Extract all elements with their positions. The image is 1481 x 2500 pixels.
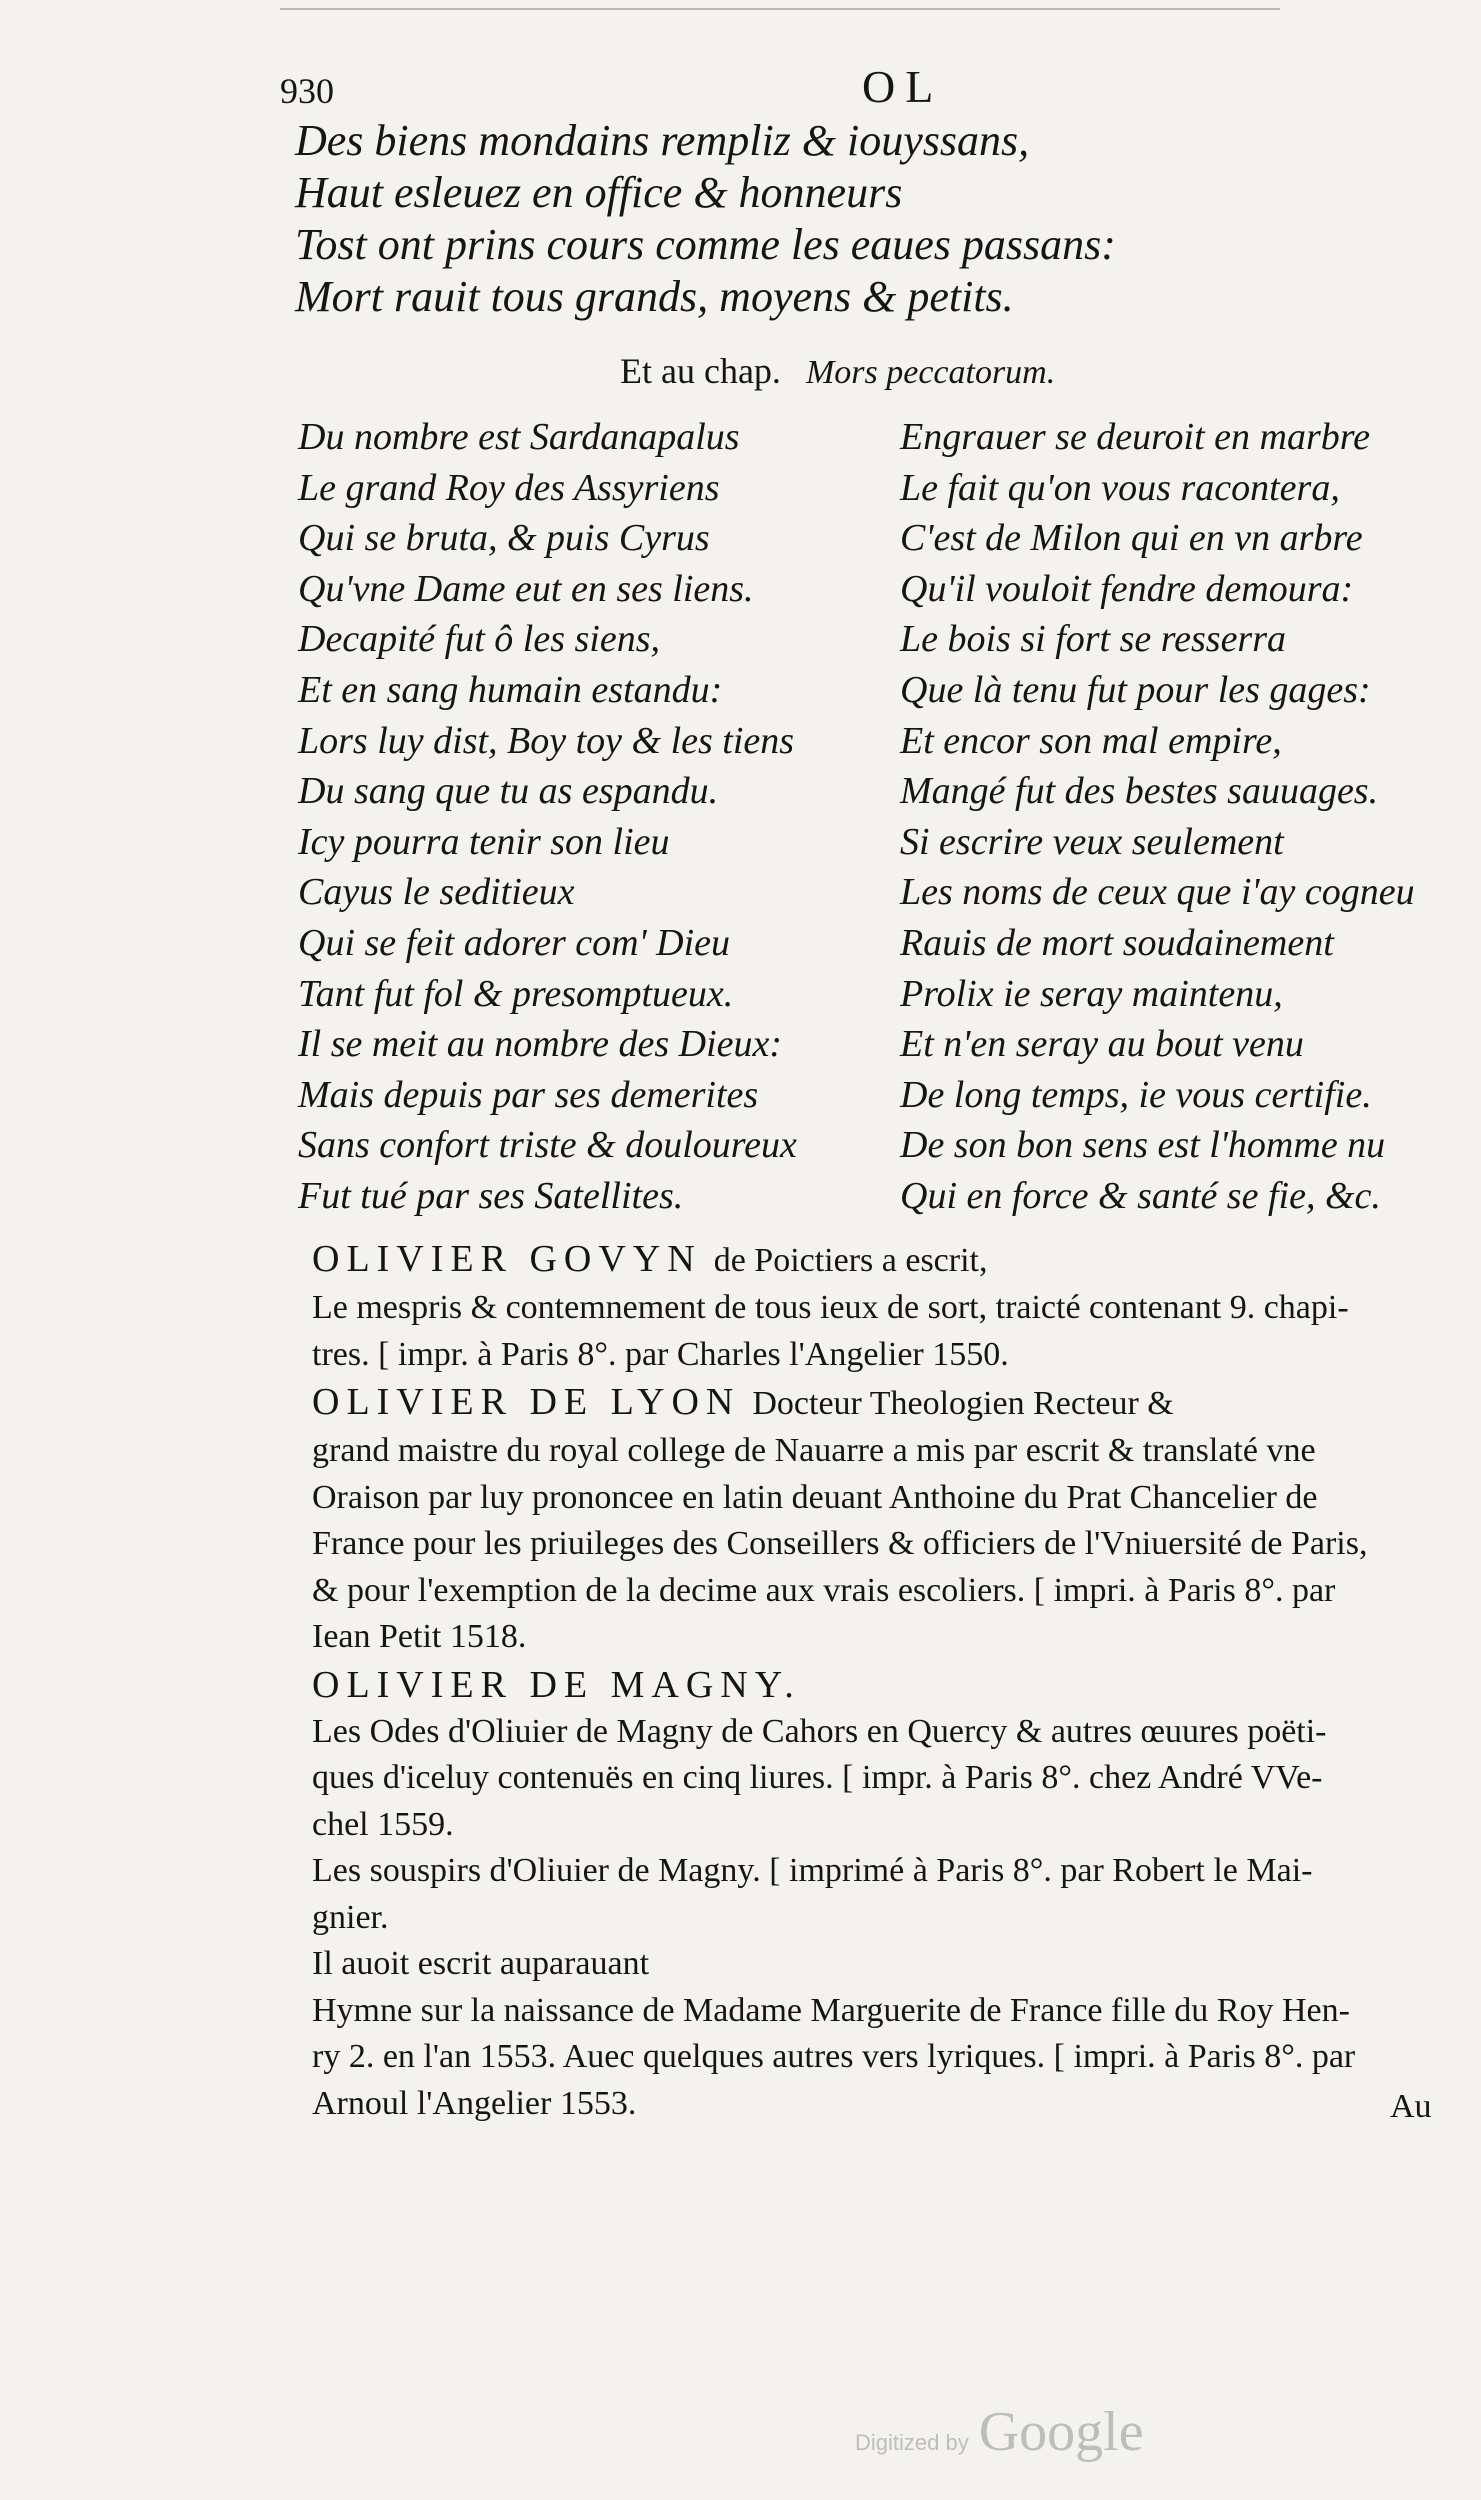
entry-line: Arnoul l'Angelier 1553. bbox=[312, 2084, 637, 2122]
entry-line: tres. [ impr. à Paris 8°. par Charles l'Angelier 1550. bbox=[312, 1335, 1009, 1373]
verse-column-right bbox=[900, 412, 1460, 1222]
entry-line: grand maistre du royal college de Nauarre a mis par escrit & translaté vne bbox=[312, 1432, 1316, 1469]
entry-line: chel 1559. bbox=[312, 1805, 454, 1843]
verse-line: Les noms de ceux que i'ay cogneu bbox=[900, 871, 1415, 914]
author-name: OLIVIER DE MAGNY. bbox=[312, 1663, 801, 1706]
heading-remainder: Docteur Theologien Recteur & bbox=[752, 1385, 1174, 1422]
verse-line: Et encor son mal empire, bbox=[900, 719, 1282, 762]
verse-intro bbox=[295, 115, 1395, 323]
author-name: OLIVIER DE LYON bbox=[312, 1381, 741, 1423]
verse-line: Et n'en seray au bout venu bbox=[900, 1023, 1304, 1066]
heading-remainder: de Poictiers a escrit, bbox=[713, 1242, 988, 1279]
entry-line: Hymne sur la naissance de Madame Marguerite de France fille du Roy Hen- bbox=[312, 1991, 1350, 2029]
verse-line: Et en sang humain estandu: bbox=[298, 668, 723, 711]
entry-line: Les Odes d'Oliuier de Magny de Cahors en Quercy & autres œuures poëti- bbox=[312, 1712, 1327, 1750]
entry-line: France pour les priuileges des Conseillers & officiers de l'Vniuersité de Paris, bbox=[312, 1525, 1368, 1562]
verse-line: Tost ont prins cours comme les eaues passans: bbox=[295, 220, 1116, 269]
verse-line: Icy pourra tenir son lieu bbox=[298, 820, 670, 863]
chapter-reference bbox=[620, 350, 1055, 392]
verse-line: Il se meit au nombre des Dieux: bbox=[298, 1023, 783, 1066]
chapter-label: Et au chap. bbox=[620, 351, 781, 391]
verse-line: Sans confort triste & douloureux bbox=[298, 1124, 797, 1167]
verse-line: Tant fut fol & presomptueux. bbox=[298, 972, 734, 1015]
verse-line: Qu'il vouloit fendre demoura: bbox=[900, 567, 1354, 610]
verse-line: Rauis de mort soudainement bbox=[900, 921, 1334, 964]
author-name: OLIVIER GOVYN bbox=[312, 1238, 702, 1280]
bibliography-entries bbox=[312, 1235, 1432, 2127]
digitized-watermark bbox=[855, 2400, 1144, 2464]
catchword: Au bbox=[1390, 2088, 1432, 2125]
entry-line: Iean Petit 1518. bbox=[312, 1618, 527, 1655]
verse-line: Mangé fut des bestes sauuages. bbox=[900, 770, 1379, 813]
chapter-title: Mors peccatorum. bbox=[805, 354, 1056, 391]
entry-heading bbox=[312, 1661, 1432, 1709]
verse-line: C'est de Milon qui en vn arbre bbox=[900, 517, 1363, 560]
verse-line: Mais depuis par ses demerites bbox=[298, 1073, 759, 1116]
verse-line: Prolix ie seray maintenu, bbox=[900, 972, 1283, 1015]
verse-line: Cayus le seditieux bbox=[298, 871, 575, 914]
page-number: 930 bbox=[280, 71, 334, 111]
entry-heading bbox=[312, 1378, 1432, 1428]
verse-line: Que là tenu fut pour les gages: bbox=[900, 668, 1371, 711]
verse-line: Haut esleuez en office & honneurs bbox=[295, 168, 903, 217]
verse-line: Fut tué par ses Satellites. bbox=[298, 1174, 684, 1217]
verse-line: Du sang que tu as espandu. bbox=[298, 770, 719, 813]
verse-line: Si escrire veux seulement bbox=[900, 820, 1284, 863]
entry-line: ry 2. en l'an 1553. Auec quelques autres vers lyriques. [ impri. à Paris 8°. par bbox=[312, 2038, 1356, 2075]
watermark-prefix: Digitized by bbox=[855, 2430, 969, 2455]
verse-line: De long temps, ie vous certifie. bbox=[900, 1073, 1372, 1116]
entry-line: Le mespris & contemnement de tous ieux de sort, traicté contenant 9. chapi- bbox=[312, 1289, 1349, 1326]
entry-line: & pour l'exemption de la decime aux vrais escoliers. [ impri. à Paris 8°. par bbox=[312, 1571, 1336, 1609]
verse-line: Qui en force & santé se fie, &c. bbox=[900, 1174, 1381, 1217]
google-logo: Google bbox=[978, 2401, 1144, 2463]
verse-line: Qui se feit adorer com' Dieu bbox=[298, 921, 731, 964]
entry-line: ques d'iceluy contenuës en cinq liures. [ impr. à Paris 8°. chez André VVe- bbox=[312, 1759, 1323, 1796]
running-header: OL bbox=[862, 61, 944, 112]
verse-line: Le grand Roy des Assyriens bbox=[298, 466, 720, 509]
verse-line: Lors luy dist, Boy toy & les tiens bbox=[298, 719, 795, 762]
verse-line: Qu'vne Dame eut en ses liens. bbox=[298, 567, 754, 610]
verse-line: Du nombre est Sardanapalus bbox=[298, 416, 740, 458]
verse-line: Decapité fut ô les siens, bbox=[298, 618, 660, 661]
entry-line: Les souspirs d'Oliuier de Magny. [ imprimé à Paris 8°. par Robert le Mai- bbox=[312, 1852, 1313, 1889]
verse-line: Le bois si fort se resserra bbox=[900, 618, 1287, 661]
verse-column-left bbox=[298, 412, 858, 1222]
entry-line: Il auoit escrit auparauant bbox=[312, 1945, 650, 1982]
verse-line: Mort rauit tous grands, moyens & petits. bbox=[295, 272, 1014, 321]
entry-heading bbox=[312, 1235, 1432, 1285]
page-edge-rule bbox=[280, 8, 1280, 10]
verse-line: Engrauer se deuroit en marbre bbox=[900, 416, 1371, 458]
verse-line: De son bon sens est l'homme nu bbox=[900, 1124, 1386, 1167]
verse-line: Des biens mondains rempliz & iouyssans, bbox=[295, 116, 1030, 165]
verse-line: Le fait qu'on vous racontera, bbox=[900, 466, 1340, 509]
entry-line: gnier. bbox=[312, 1898, 389, 1936]
verse-line: Qui se bruta, & puis Cyrus bbox=[298, 517, 710, 560]
entry-line: Oraison par luy prononcee en latin deuant Anthoine du Prat Chancelier de bbox=[312, 1478, 1318, 1516]
